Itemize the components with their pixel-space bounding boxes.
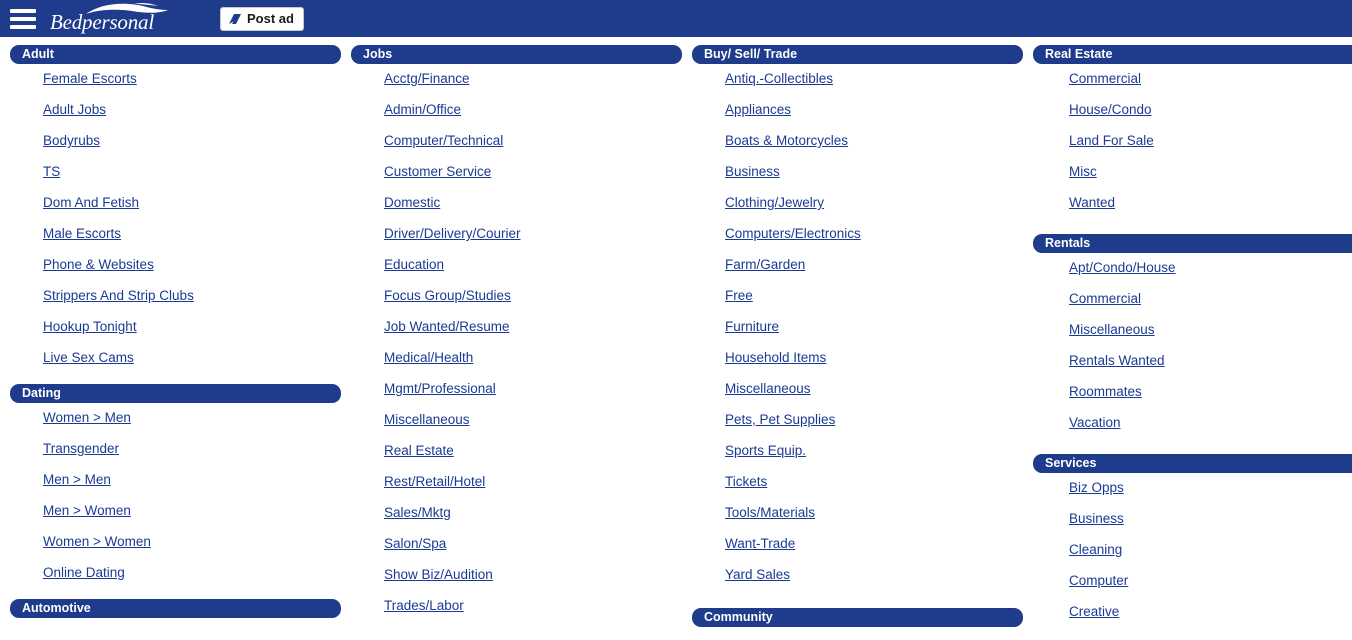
category-link-biz-opps[interactable]: Biz Opps: [1069, 480, 1124, 495]
category-link-men-men[interactable]: Men > Men: [43, 472, 111, 487]
category-link-miscellaneous[interactable]: Miscellaneous: [384, 412, 470, 427]
list-item: [351, 70, 682, 101]
category-link-hookup-tonight[interactable]: Hookup Tonight: [43, 319, 137, 334]
category-link-vacation[interactable]: Vacation: [1069, 415, 1121, 430]
category-columns: [0, 37, 1352, 638]
list-item: [1033, 194, 1352, 225]
list-item: [351, 411, 682, 442]
category-link-trades-labor[interactable]: Trades/Labor: [384, 598, 464, 613]
category-link-cleaning[interactable]: Cleaning: [1069, 542, 1123, 557]
category-link-land-for-sale[interactable]: Land For Sale: [1069, 133, 1154, 148]
list-item: [351, 473, 682, 504]
list-item: [351, 132, 682, 163]
category-link-house-condo[interactable]: House/Condo: [1069, 102, 1152, 117]
category-link-show-biz-audition[interactable]: Show Biz/Audition: [384, 567, 493, 582]
list-item: [692, 504, 1023, 535]
list-item: [692, 70, 1023, 101]
column-jobs: [351, 45, 682, 632]
section-header-community: Community: [692, 608, 1023, 627]
list-item: [351, 535, 682, 566]
category-link-driver-delivery-courier[interactable]: Driver/Delivery/Courier: [384, 226, 521, 241]
hamburger-bar: [10, 17, 36, 21]
category-link-miscellaneous[interactable]: Miscellaneous: [1069, 322, 1155, 337]
post-ad-label: Post ad: [247, 11, 294, 26]
list-item: [351, 442, 682, 473]
list-item: [351, 256, 682, 287]
section-real-estate: [1033, 45, 1352, 225]
section-dating: [10, 384, 341, 595]
list-item: [692, 287, 1023, 318]
swoosh-bird-icon: [84, 1, 170, 17]
category-link-apt-condo-house[interactable]: Apt/Condo/House: [1069, 260, 1176, 275]
category-link-computer[interactable]: Computer: [1069, 573, 1129, 588]
list-item: [1033, 132, 1352, 163]
list-item: [692, 535, 1023, 566]
category-link-male-escorts[interactable]: Male Escorts: [43, 226, 122, 241]
list-item: [351, 380, 682, 411]
category-link-sports-equip[interactable]: Sports Equip.: [725, 443, 807, 458]
list-item: [692, 380, 1023, 411]
section-buy-sell-trade: [692, 45, 1023, 597]
list-item: [1033, 572, 1352, 603]
link-list-jobs: [351, 64, 682, 628]
category-link-appliances[interactable]: Appliances: [725, 102, 792, 117]
list-item: [1033, 321, 1352, 352]
section-automotive: [10, 599, 341, 618]
list-item: [692, 225, 1023, 256]
hamburger-menu-icon[interactable]: [10, 9, 36, 29]
list-item: [351, 349, 682, 380]
list-item: [351, 194, 682, 225]
category-link-creative[interactable]: Creative: [1069, 604, 1120, 619]
list-item: [1033, 479, 1352, 510]
list-item: [10, 471, 341, 502]
list-item: [10, 440, 341, 471]
category-link-computer-technical[interactable]: Computer/Technical: [384, 133, 504, 148]
list-item: [1033, 70, 1352, 101]
link-list-dating: [10, 403, 341, 595]
list-item: [1033, 259, 1352, 290]
category-link-online-dating[interactable]: Online Dating: [43, 565, 125, 580]
list-item: [692, 566, 1023, 597]
category-link-adult-jobs[interactable]: Adult Jobs: [43, 102, 107, 117]
category-link-ts[interactable]: TS: [43, 164, 61, 179]
column-adult-dating: [10, 45, 341, 622]
category-link-domestic[interactable]: Domestic: [384, 195, 441, 210]
list-item: [10, 564, 341, 595]
list-item: [1033, 383, 1352, 414]
category-link-commercial[interactable]: Commercial: [1069, 291, 1142, 306]
section-rentals: [1033, 234, 1352, 445]
list-item: [692, 101, 1023, 132]
list-item: [692, 318, 1023, 349]
column-buy-sell-trade: [692, 45, 1023, 631]
category-link-customer-service[interactable]: Customer Service: [384, 164, 492, 179]
category-link-admin-office[interactable]: Admin/Office: [384, 102, 462, 117]
list-item: [10, 70, 341, 101]
category-link-yard-sales[interactable]: Yard Sales: [725, 567, 791, 582]
category-link-wanted[interactable]: Wanted: [1069, 195, 1116, 210]
category-link-commercial[interactable]: Commercial: [1069, 71, 1142, 86]
section-header-dating: Dating: [10, 384, 341, 403]
category-link-live-sex-cams[interactable]: Live Sex Cams: [43, 350, 134, 365]
list-item: [1033, 510, 1352, 541]
category-link-acctg-finance[interactable]: Acctg/Finance: [384, 71, 470, 86]
section-header-automotive: Automotive: [10, 599, 341, 618]
list-item: [692, 163, 1023, 194]
section-header-jobs: Jobs: [351, 45, 682, 64]
list-item: [10, 225, 341, 256]
list-item: [351, 597, 682, 628]
pencil-paper-icon: [228, 12, 242, 26]
category-link-focus-group-studies[interactable]: Focus Group/Studies: [384, 288, 511, 303]
list-item: [351, 287, 682, 318]
list-item: [692, 256, 1023, 287]
list-item: [1033, 101, 1352, 132]
category-link-tools-materials[interactable]: Tools/Materials: [725, 505, 816, 520]
list-item: [692, 132, 1023, 163]
post-ad-button[interactable]: [220, 7, 304, 31]
section-services: [1033, 454, 1352, 634]
category-link-misc[interactable]: Misc: [1069, 164, 1097, 179]
list-item: [1033, 603, 1352, 634]
list-item: [351, 318, 682, 349]
section-header-services: Services: [1033, 454, 1352, 473]
category-link-miscellaneous[interactable]: Miscellaneous: [725, 381, 811, 396]
list-item: [10, 101, 341, 132]
category-link-computers-electronics[interactable]: Computers/Electronics: [725, 226, 861, 241]
link-list-real-estate: [1033, 64, 1352, 225]
category-link-men-women[interactable]: Men > Women: [43, 503, 131, 518]
category-link-salon-spa[interactable]: Salon/Spa: [384, 536, 447, 551]
link-list-adult: [10, 64, 341, 380]
section-header-buy-sell-trade: Buy/ Sell/ Trade: [692, 45, 1023, 64]
site-logo-text: Bedpersonal: [50, 9, 154, 34]
category-link-sales-mktg[interactable]: Sales/Mktg: [384, 505, 451, 520]
category-link-transgender[interactable]: Transgender: [43, 441, 120, 456]
category-link-household-items[interactable]: Household Items: [725, 350, 827, 365]
list-item: [10, 132, 341, 163]
top-navigation-bar: [0, 0, 1352, 37]
site-logo[interactable]: [50, 2, 210, 36]
category-link-antiq-collectibles[interactable]: Antiq.-Collectibles: [725, 71, 834, 86]
section-header-real-estate: Real Estate: [1033, 45, 1352, 64]
category-link-furniture[interactable]: Furniture: [725, 319, 780, 334]
category-link-rest-retail-hotel[interactable]: Rest/Retail/Hotel: [384, 474, 486, 489]
section-community: [692, 608, 1023, 627]
category-link-pets-pet-supplies[interactable]: Pets, Pet Supplies: [725, 412, 836, 427]
category-link-real-estate[interactable]: Real Estate: [384, 443, 454, 458]
list-item: [1033, 163, 1352, 194]
link-list-services: [1033, 473, 1352, 634]
hamburger-bar: [10, 9, 36, 13]
category-link-women-women[interactable]: Women > Women: [43, 534, 151, 549]
link-list-rentals: [1033, 253, 1352, 445]
category-link-free[interactable]: Free: [725, 288, 753, 303]
list-item: [1033, 352, 1352, 383]
list-item: [351, 566, 682, 597]
list-item: [692, 194, 1023, 225]
category-link-farm-garden[interactable]: Farm/Garden: [725, 257, 806, 272]
category-link-bodyrubs[interactable]: Bodyrubs: [43, 133, 101, 148]
list-item: [10, 533, 341, 564]
list-item: [1033, 290, 1352, 321]
list-item: [10, 349, 341, 380]
category-link-business[interactable]: Business: [725, 164, 780, 179]
link-list-buy-sell-trade: [692, 64, 1023, 597]
list-item: [1033, 414, 1352, 445]
list-item: [10, 318, 341, 349]
section-header-adult: Adult: [10, 45, 341, 64]
category-link-want-trade[interactable]: Want-Trade: [725, 536, 796, 551]
category-link-job-wanted-resume[interactable]: Job Wanted/Resume: [384, 319, 510, 334]
list-item: [10, 409, 341, 440]
category-link-business[interactable]: Business: [1069, 511, 1124, 526]
category-link-education[interactable]: Education: [384, 257, 445, 272]
list-item: [351, 101, 682, 132]
category-link-phone-and-websites[interactable]: Phone & Websites: [43, 257, 154, 272]
list-item: [10, 502, 341, 533]
column-real-estate-rentals-services: [1033, 45, 1352, 638]
category-link-strippers-and-strip-clubs[interactable]: Strippers And Strip Clubs: [43, 288, 194, 303]
category-link-female-escorts[interactable]: Female Escorts: [43, 71, 137, 86]
category-link-tickets[interactable]: Tickets: [725, 474, 768, 489]
list-item: [10, 163, 341, 194]
category-link-roommates[interactable]: Roommates: [1069, 384, 1142, 399]
list-item: [692, 349, 1023, 380]
section-adult: [10, 45, 341, 380]
hamburger-bar: [10, 25, 36, 29]
list-item: [692, 473, 1023, 504]
category-link-medical-health[interactable]: Medical/Health: [384, 350, 474, 365]
list-item: [10, 256, 341, 287]
section-header-rentals: Rentals: [1033, 234, 1352, 253]
list-item: [351, 163, 682, 194]
list-item: [692, 442, 1023, 473]
section-jobs: [351, 45, 682, 628]
list-item: [1033, 541, 1352, 572]
list-item: [692, 411, 1023, 442]
list-item: [10, 287, 341, 318]
category-link-women-men[interactable]: Women > Men: [43, 410, 131, 425]
category-link-clothing-jewelry[interactable]: Clothing/Jewelry: [725, 195, 825, 210]
list-item: [351, 225, 682, 256]
category-link-mgmt-professional[interactable]: Mgmt/Professional: [384, 381, 496, 396]
category-link-boats-motorcycles[interactable]: Boats & Motorcycles: [725, 133, 849, 148]
category-link-dom-and-fetish[interactable]: Dom And Fetish: [43, 195, 140, 210]
list-item: [10, 194, 341, 225]
list-item: [351, 504, 682, 535]
category-link-rentals-wanted[interactable]: Rentals Wanted: [1069, 353, 1165, 368]
